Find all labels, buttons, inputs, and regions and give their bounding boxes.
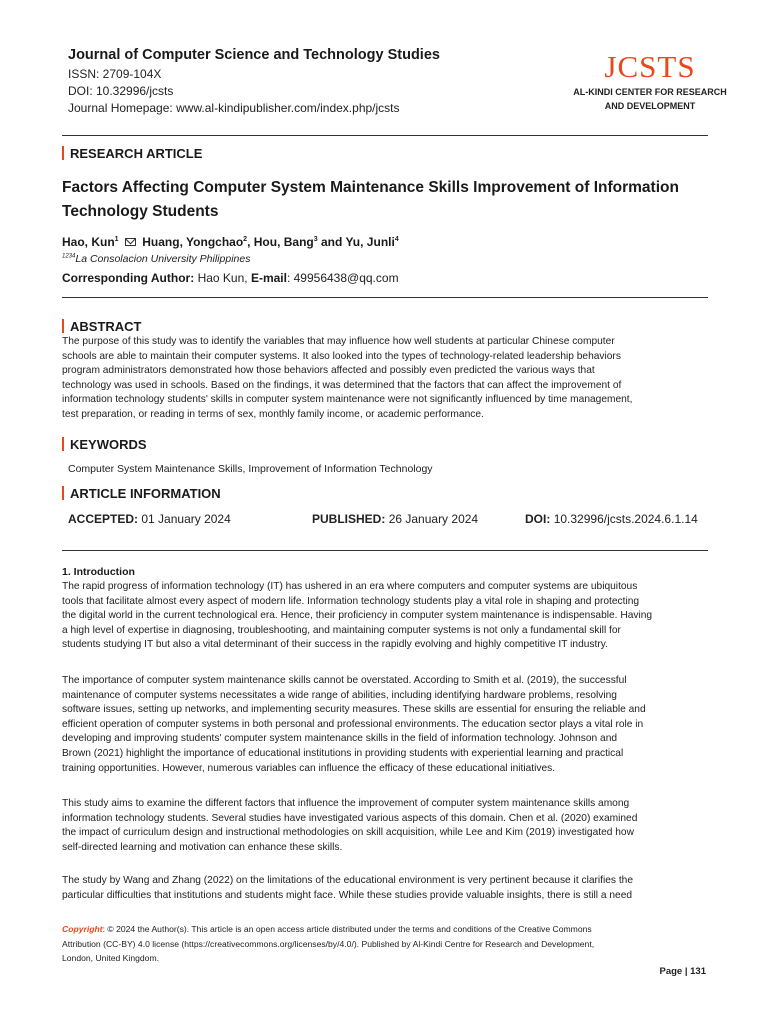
author-4-sup: 4: [394, 236, 399, 243]
published-value: 26 January 2024: [388, 512, 479, 526]
accepted-date: [68, 512, 231, 526]
article-info-heading-label: ARTICLE INFORMATION: [70, 486, 221, 501]
intro-paragraph-4: [62, 874, 708, 903]
logo-text: JCSTS: [604, 49, 696, 84]
keywords-text: Computer System Maintenance Skills, Improvement of Information Technology: [68, 463, 433, 475]
author-2: Huang, Yongchao: [142, 235, 244, 249]
corresponding-label: Corresponding Author:: [62, 271, 195, 285]
affiliation: [62, 253, 250, 265]
journal-doi: DOI: 10.32996/jcsts: [68, 84, 174, 98]
text-line: information technology students. Several studies have investigated various aspects of this domain. Chen et al. (2020) examined: [62, 812, 638, 824]
email-value[interactable]: : 49956438@qq.com: [286, 271, 399, 285]
copyright-line-1-text: : © 2024 the Author(s). This article is an open access article distributed under the terms and conditions of the Creative Commons: [102, 924, 592, 934]
section-bar: [62, 146, 64, 160]
abstract-line: information technology students' skills in computer system maintenance were not significantly influenced by time management,: [62, 394, 633, 406]
affiliation-text: La Consolacion University Philippines: [75, 253, 251, 265]
author-1-sup: 1: [114, 236, 119, 243]
logo-subtitle-1: AL-KINDI CENTER FOR RESEARCH: [573, 87, 727, 97]
title-line-2: Technology Students: [62, 203, 219, 220]
email-label: E-mail: [250, 271, 287, 285]
article-doi: [525, 512, 698, 526]
text-line: The importance of computer system maintenance skills cannot be overstated. According to Smith et al. (2019), the successful: [62, 675, 627, 686]
abstract-top-divider: [62, 297, 708, 298]
published-date: [312, 512, 478, 526]
intro-paragraph-3: [62, 797, 708, 855]
article-type-label: RESEARCH ARTICLE: [70, 146, 203, 161]
page-number: Page | 131: [659, 966, 706, 977]
text-line: software issues, setting up networks, and implementing security measures. These skills are essential for ensuring the reliable and: [62, 704, 646, 716]
title-line-1: Factors Affecting Computer System Maintenance Skills Improvement of Information: [62, 179, 679, 196]
copyright-line-2: Attribution (CC-BY) 4.0 license (https://creativecommons.org/licenses/by/4.0/). Published by Al-Kindi Centre for Research and Development,: [62, 938, 595, 949]
article-type: [62, 146, 202, 161]
intro-heading: 1. Introduction: [62, 566, 135, 578]
journal-issn: ISSN: 2709-104X: [68, 67, 162, 81]
author-2-sup: 2: [243, 236, 248, 243]
abstract-heading-label: ABSTRACT: [70, 319, 142, 334]
text-line: Brown (2021) highlight the importance of educational institutions in providing students with experiential learning and practical: [62, 747, 624, 759]
journal-homepage[interactable]: Journal Homepage: www.al-kindipublisher.com/index.php/jcsts: [68, 101, 400, 115]
corresponding-name: Hao Kun,: [197, 271, 248, 285]
published-label: PUBLISHED:: [312, 512, 386, 526]
text-line: students studying IT but also a vital determinant of their success in the rapidly evolving and highly competitive IT industry.: [62, 639, 608, 651]
keywords-heading: [62, 437, 147, 452]
article-info-heading: [62, 486, 221, 501]
info-bottom-divider: [62, 550, 708, 551]
copyright-label: Copyright: [62, 924, 103, 934]
abstract-line: schools are able to maintain their computer systems. It also looked into the types of technology-related leadership behaviors: [62, 350, 621, 362]
intro-paragraph-1: [62, 580, 708, 653]
text-line: a high level of expertise in diagnosing, troubleshooting, and maintaining computer systems is not only a fundamental skill for: [62, 624, 621, 636]
journal-name: Journal of Computer Science and Technology Studies: [68, 47, 440, 63]
text-line: developing and improving students' computer system maintenance skills in the field of information technology. Johnson and: [62, 733, 618, 745]
keywords-heading-label: KEYWORDS: [70, 437, 147, 452]
copyright-notice: [62, 922, 708, 966]
author-4: Yu, Junli: [345, 235, 395, 249]
abstract-line: The purpose of this study was to identify the variables that may influence how well students at particular Chinese computer: [62, 336, 615, 347]
author-1: Hao, Kun: [62, 235, 115, 249]
doi-label: DOI:: [525, 512, 551, 526]
abstract-text: [62, 335, 708, 423]
copyright-line-1: [62, 922, 708, 937]
abstract-line: technology was used in schools. Based on the findings, it was determined that the factors that can affect the improvement of: [62, 379, 622, 391]
author-list: Hao, Kun$^1$ Huang, Yongchao$^2$, Hou, Bang$^3$ and Yu, Junli$^4$: [62, 235, 399, 249]
accepted-value: 01 January 2024: [141, 512, 231, 526]
abstract-line: test preparation, or reading in terms of sex, monthly family income, or academic performance.: [62, 408, 484, 420]
text-line: The study by Wang and Zhang (2022) on the limitations of the educational environment is very pertinent because it clarifies the: [62, 875, 634, 886]
corresponding-author: [62, 271, 399, 285]
author-3: Hou, Bang: [253, 235, 314, 249]
logo-subtitle-2: AND DEVELOPMENT: [604, 101, 696, 111]
article-title: [62, 176, 712, 224]
affiliation-sup: 1234: [62, 253, 76, 260]
text-line: efficient operation of computer systems in both personal and professional environments. The education sector plays a vital role in: [62, 718, 644, 730]
section-bar: [62, 319, 64, 333]
journal-logo: [560, 50, 740, 112]
text-line: training opportunities. However, numerous variables can influence the efficacy of these educational initiatives.: [62, 762, 556, 774]
author-and: and: [321, 235, 343, 249]
intro-paragraph-2: [62, 674, 708, 776]
text-line: maintenance of computer systems necessitates a wide range of abilities, including identifying hardware problems, resolving: [62, 689, 617, 701]
text-line: The rapid progress of information technology (IT) has ushered in an era where computers and computer systems are ubiquitous: [62, 581, 638, 592]
text-line: the impact of curriculum design and instructional methodologies on skill acquisition, while Lee and Kim (2019) investigated how: [62, 827, 634, 839]
copyright-line-3: London, United Kingdom.: [62, 953, 159, 964]
mail-icon[interactable]: [125, 238, 136, 246]
accepted-label: ACCEPTED:: [68, 512, 139, 526]
abstract-line: program administrators demonstrated how those behaviors affected and possibly even predicted the various ways that: [62, 365, 595, 377]
abstract-section: [62, 319, 708, 423]
doi-value[interactable]: 10.32996/jcsts.2024.6.1.14: [553, 512, 698, 526]
text-line: particular difficulties that institutions and students might face. While these studies provide valuable insights, there is still a need: [62, 889, 633, 901]
header-divider: [62, 135, 708, 136]
text-line: This study aims to examine the different factors that influence the improvement of computer system maintenance skills among: [62, 798, 630, 809]
author-3-sup: 3: [313, 236, 318, 243]
section-bar: [62, 437, 64, 451]
section-bar: [62, 486, 64, 500]
text-line: self-directed learning and motivation can enhance these skills.: [62, 841, 343, 853]
text-line: tools that facilitate almost every aspect of modern life. Information technology students play a vital role in shaping and protecting: [62, 595, 640, 607]
abstract-heading: [62, 319, 708, 334]
text-line: the digital world in the current technological era. Hence, their proficiency in computer system maintenance is indispensable. Having: [62, 610, 653, 622]
